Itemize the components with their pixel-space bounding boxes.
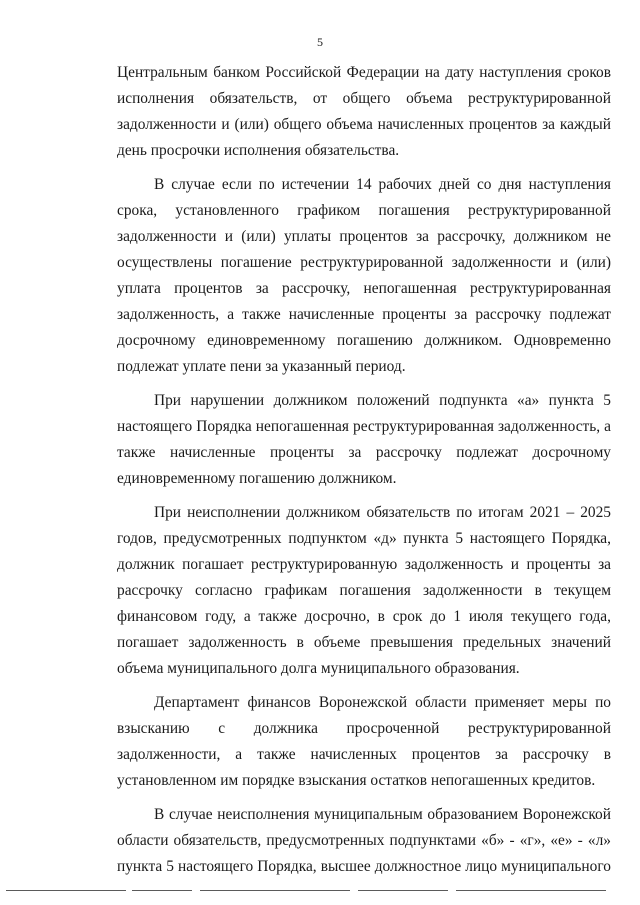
scan-edge-line — [0, 884, 640, 898]
paragraph: Департамент финансов Воронежской области применяет меры по взысканию с должника просроченной реструктурированной задолженности, а также начисленных процентов за рассрочку в установленном им порядке взыскания остатков непогашенных кредитов. — [117, 694, 611, 789]
paragraph: В случае неисполнения муниципальным образованием Воронежской области обязательств, предусмотренных подпунктами «б» - «г», «е» - «л» пункта 5 настоящего Порядка, высшее должностное лицо муниципального — [117, 806, 611, 875]
paragraph: Центральным банком Российской Федерации на дату наступления сроков исполнения обязательств, от общего объема реструктурированной задолженности и (или) общего объема начисленных процентов за каждый день просрочки исполнения обязательства. — [117, 64, 611, 159]
document-body — [117, 60, 611, 880]
page-number: 5 — [317, 35, 323, 49]
paragraph: При неисполнении должником обязательств по итогам 2021 – 2025 годов, предусмотренных подпунктом «д» пункта 5 настоящего Порядка, должник погашает реструктурированную задолженность и проценты за рассрочку согласно графикам погашения задолженности в текущем финансовом году, а также досрочно, в срок до 1 июля текущего года, погашает задолженность в объеме превышения предельных значений объема муниципального долга муниципального образования. — [117, 504, 611, 677]
paragraph: В случае если по истечении 14 рабочих дней со дня наступления срока, установленного графиком погашения реструктурированной задолженности и (или) уплаты процентов за рассрочку, должником не осуществлены погашение реструктурированной задолженности и (или) уплата процентов за рассрочку, непогашенная реструктурированная задолженность, а также начисленные проценты за рассрочку подлежат досрочному единовременному погашению должником. Одновременно подлежат уплате пени за указанный период. — [117, 176, 611, 375]
paragraph: При нарушении должником положений подпункта «а» пункта 5 настоящего Порядка непогашенная реструктурированная задолженность, а также начисленные проценты за рассрочку подлежат досрочному единовременному погашению должником. — [117, 392, 611, 487]
